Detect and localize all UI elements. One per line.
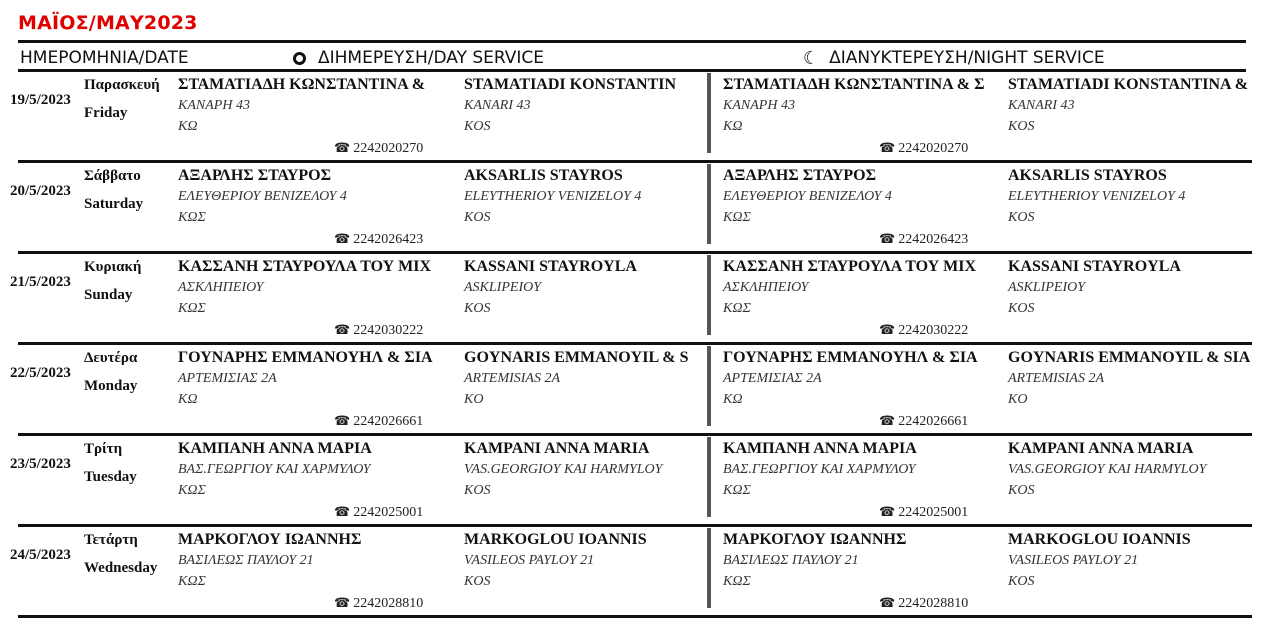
day-pharmacy-city-greek: ΚΩ xyxy=(178,119,198,134)
day-pharmacy-address-greek: ΕΛΕΥΘΕΡΙΟΥ ΒΕΝΙΖΕΛΟΥ 4 xyxy=(178,189,347,204)
night-pharmacy-address-english: ASKLIPEIOY xyxy=(1008,280,1085,295)
day-pharmacy-name-greek: ΚΑΜΠΑΝΗ ΑΝΝΑ ΜΑΡΙΑ xyxy=(178,440,372,457)
weekday-greek: Δευτέρα xyxy=(84,350,138,366)
night-pharmacy-city-english: KOS xyxy=(1008,210,1035,225)
header-day-service xyxy=(293,46,544,70)
night-pharmacy-address-greek: ΒΑΣ.ΓΕΩΡΓΙΟΥ ΚΑΙ ΧΑΡΜΥΛΟΥ xyxy=(723,462,916,477)
row-separator xyxy=(18,615,1252,618)
night-pharmacy-city-english: KOS xyxy=(1008,574,1035,589)
night-phone-number: 2242028810 xyxy=(898,596,969,611)
day-pharmacy-phone xyxy=(334,504,423,521)
service-divider xyxy=(707,164,711,244)
table-row xyxy=(0,527,1278,618)
day-pharmacy-address-english: KANARI 43 xyxy=(464,98,531,113)
night-pharmacy-city-greek: ΚΩ xyxy=(723,392,743,407)
header-date-label: ΗΜΕΡΟΜΗΝΙΑ/DATE xyxy=(20,48,189,68)
day-pharmacy-name-greek: ΣΤΑΜΑΤΙΑΔΗ ΚΩΝΣΤΑΝΤΙΝΑ & xyxy=(178,76,426,93)
row-date: 19/5/2023 xyxy=(10,92,71,108)
night-pharmacy-name-english: KAMPANI ANNA MARIA xyxy=(1008,440,1194,457)
phone-icon: ☎ xyxy=(334,322,351,337)
weekday-greek: Κυριακή xyxy=(84,259,142,275)
phone-icon: ☎ xyxy=(334,504,351,519)
day-pharmacy-city-greek: ΚΩ xyxy=(178,392,198,407)
service-divider xyxy=(707,437,711,517)
night-pharmacy-city-english: KO xyxy=(1008,392,1028,407)
night-pharmacy-name-english: STAMATIADI KONSTANTINA & xyxy=(1008,76,1249,93)
day-pharmacy-city-english: KOS xyxy=(464,301,491,316)
weekday-greek: Παρασκευή xyxy=(84,77,160,93)
night-pharmacy-phone xyxy=(879,595,968,612)
table-row xyxy=(0,436,1278,527)
day-pharmacy-name-english: KASSANI STAYROYLA xyxy=(464,258,637,275)
night-pharmacy-phone xyxy=(879,322,968,339)
day-pharmacy-phone xyxy=(334,140,423,157)
day-pharmacy-city-greek: ΚΩΣ xyxy=(178,574,206,589)
night-pharmacy-name-greek: ΜΑΡΚΟΓΛΟΥ ΙΩΑΝΝΗΣ xyxy=(723,531,907,548)
service-divider xyxy=(707,528,711,608)
service-divider xyxy=(707,73,711,153)
day-pharmacy-name-english: KAMPANI ANNA MARIA xyxy=(464,440,650,457)
night-pharmacy-name-english: AKSARLIS STAYROS xyxy=(1008,167,1167,184)
day-pharmacy-address-english: VAS.GEORGIOY KAI HARMYLOY xyxy=(464,462,663,477)
weekday-english: Saturday xyxy=(84,196,144,212)
table-row xyxy=(0,72,1278,163)
day-phone-number: 2242030222 xyxy=(353,323,424,338)
phone-icon: ☎ xyxy=(879,504,896,519)
night-pharmacy-address-greek: ΑΣΚΛΗΠΕΙΟΥ xyxy=(723,280,809,295)
night-pharmacy-address-english: ARTEMISIAS 2A xyxy=(1008,371,1105,386)
night-pharmacy-name-english: KASSANI STAYROYLA xyxy=(1008,258,1181,275)
day-pharmacy-city-greek: ΚΩΣ xyxy=(178,483,206,498)
header-top-rule xyxy=(18,40,1246,43)
day-pharmacy-name-english: MARKOGLOU IOANNIS xyxy=(464,531,647,548)
night-pharmacy-address-english: ELEYTHERIOY VENIZELOY 4 xyxy=(1008,189,1186,204)
weekday-english: Monday xyxy=(84,378,138,394)
day-pharmacy-city-english: KOS xyxy=(464,574,491,589)
night-pharmacy-city-english: KOS xyxy=(1008,483,1035,498)
phone-icon: ☎ xyxy=(334,140,351,155)
day-phone-number: 2242026423 xyxy=(353,232,424,247)
day-pharmacy-name-english: GOYNARIS EMMANOYIL & S xyxy=(464,349,689,366)
day-pharmacy-name-greek: ΚΑΣΣΑΝΗ ΣΤΑΥΡΟΥΛΑ ΤΟΥ ΜΙΧ xyxy=(178,258,432,275)
night-pharmacy-address-english: VASILEOS PAYLOY 21 xyxy=(1008,553,1139,568)
night-pharmacy-address-english: KANARI 43 xyxy=(1008,98,1075,113)
night-pharmacy-city-greek: ΚΩΣ xyxy=(723,210,751,225)
night-pharmacy-city-english: KOS xyxy=(1008,119,1035,134)
day-phone-number: 2242028810 xyxy=(353,596,424,611)
header-day-label: ΔΙΗΜΕΡΕΥΣΗ/DAY SERVICE xyxy=(318,48,545,68)
night-pharmacy-phone xyxy=(879,231,968,248)
row-date: 22/5/2023 xyxy=(10,365,71,381)
day-pharmacy-city-english: KOS xyxy=(464,119,491,134)
night-pharmacy-city-greek: ΚΩ xyxy=(723,119,743,134)
day-pharmacy-name-greek: ΑΞΑΡΛΗΣ ΣΤΑΥΡΟΣ xyxy=(178,167,332,184)
weekday-greek: Τετάρτη xyxy=(84,532,138,548)
day-pharmacy-address-english: ARTEMISIAS 2A xyxy=(464,371,561,386)
moon-icon: ☾ xyxy=(803,47,820,69)
row-date: 23/5/2023 xyxy=(10,456,71,472)
night-pharmacy-name-english: MARKOGLOU IOANNIS xyxy=(1008,531,1191,548)
phone-icon: ☎ xyxy=(879,413,896,428)
night-pharmacy-address-english: VAS.GEORGIOY KAI HARMYLOY xyxy=(1008,462,1207,477)
table-row xyxy=(0,163,1278,254)
day-pharmacy-city-greek: ΚΩΣ xyxy=(178,301,206,316)
day-pharmacy-address-english: ELEYTHERIOY VENIZELOY 4 xyxy=(464,189,642,204)
night-phone-number: 2242020270 xyxy=(898,141,969,156)
weekday-english: Sunday xyxy=(84,287,133,303)
night-phone-number: 2242025001 xyxy=(898,505,969,520)
sun-icon xyxy=(293,52,306,65)
phone-icon: ☎ xyxy=(879,140,896,155)
day-pharmacy-address-greek: ΚΑΝΑΡΗ 43 xyxy=(178,98,250,113)
day-pharmacy-name-greek: ΜΑΡΚΟΓΛΟΥ ΙΩΑΝΝΗΣ xyxy=(178,531,362,548)
day-pharmacy-city-greek: ΚΩΣ xyxy=(178,210,206,225)
night-pharmacy-name-greek: ΚΑΣΣΑΝΗ ΣΤΑΥΡΟΥΛΑ ΤΟΥ ΜΙΧ xyxy=(723,258,977,275)
night-pharmacy-phone xyxy=(879,140,968,157)
phone-icon: ☎ xyxy=(879,231,896,246)
night-pharmacy-address-greek: ΑΡΤΕΜΙΣΙΑΣ 2Α xyxy=(723,371,822,386)
weekday-english: Wednesday xyxy=(84,560,158,576)
night-pharmacy-name-greek: ΚΑΜΠΑΝΗ ΑΝΝΑ ΜΑΡΙΑ xyxy=(723,440,917,457)
day-pharmacy-city-english: KOS xyxy=(464,210,491,225)
table-row xyxy=(0,254,1278,345)
night-pharmacy-address-greek: ΚΑΝΑΡΗ 43 xyxy=(723,98,795,113)
day-pharmacy-name-english: AKSARLIS STAYROS xyxy=(464,167,623,184)
day-pharmacy-city-english: KOS xyxy=(464,483,491,498)
night-pharmacy-city-greek: ΚΩΣ xyxy=(723,483,751,498)
day-pharmacy-address-greek: ΒΑΣ.ΓΕΩΡΓΙΟΥ ΚΑΙ ΧΑΡΜΥΛΟΥ xyxy=(178,462,371,477)
night-pharmacy-name-greek: ΣΤΑΜΑΤΙΑΔΗ ΚΩΝΣΤΑΝΤΙΝΑ & Σ xyxy=(723,76,985,93)
night-pharmacy-name-greek: ΓΟΥΝΑΡΗΣ ΕΜΜΑΝΟΥΗΛ & ΣΙΑ xyxy=(723,349,978,366)
day-pharmacy-phone xyxy=(334,322,423,339)
day-pharmacy-address-greek: ΑΣΚΛΗΠΕΙΟΥ xyxy=(178,280,264,295)
day-pharmacy-name-greek: ΓΟΥΝΑΡΗΣ ΕΜΜΑΝΟΥΗΛ & ΣΙΑ xyxy=(178,349,433,366)
night-pharmacy-address-greek: ΕΛΕΥΘΕΡΙΟΥ ΒΕΝΙΖΕΛΟΥ 4 xyxy=(723,189,892,204)
service-divider xyxy=(707,255,711,335)
day-phone-number: 2242025001 xyxy=(353,505,424,520)
day-pharmacy-phone xyxy=(334,595,423,612)
night-pharmacy-phone xyxy=(879,504,968,521)
weekday-english: Tuesday xyxy=(84,469,137,485)
day-pharmacy-city-english: KO xyxy=(464,392,484,407)
phone-icon: ☎ xyxy=(879,322,896,337)
day-pharmacy-name-english: STAMATIADI KONSTANTIN xyxy=(464,76,677,93)
night-pharmacy-city-greek: ΚΩΣ xyxy=(723,574,751,589)
night-pharmacy-city-english: KOS xyxy=(1008,301,1035,316)
night-pharmacy-phone xyxy=(879,413,968,430)
day-pharmacy-address-english: ASKLIPEIOY xyxy=(464,280,541,295)
phone-icon: ☎ xyxy=(334,413,351,428)
phone-icon: ☎ xyxy=(334,595,351,610)
phone-icon: ☎ xyxy=(334,231,351,246)
phone-icon: ☎ xyxy=(879,595,896,610)
weekday-greek: Σάββατο xyxy=(84,168,141,184)
day-pharmacy-address-greek: ΑΡΤΕΜΙΣΙΑΣ 2Α xyxy=(178,371,277,386)
night-pharmacy-name-greek: ΑΞΑΡΛΗΣ ΣΤΑΥΡΟΣ xyxy=(723,167,877,184)
row-date: 21/5/2023 xyxy=(10,274,71,290)
row-date: 24/5/2023 xyxy=(10,547,71,563)
night-phone-number: 2242026423 xyxy=(898,232,969,247)
day-phone-number: 2242020270 xyxy=(353,141,424,156)
night-pharmacy-address-greek: ΒΑΣΙΛΕΩΣ ΠΑΥΛΟΥ 21 xyxy=(723,553,859,568)
header-night-label: ΔΙΑΝΥΚΤΕΡΕΥΣΗ/NIGHT SERVICE xyxy=(829,48,1105,68)
night-pharmacy-name-english: GOYNARIS EMMANOYIL & SIA xyxy=(1008,349,1251,366)
header-night-service xyxy=(803,46,1105,70)
weekday-greek: Τρίτη xyxy=(84,441,123,457)
service-divider xyxy=(707,346,711,426)
day-pharmacy-address-english: VASILEOS PAYLOY 21 xyxy=(464,553,595,568)
day-pharmacy-address-greek: ΒΑΣΙΛΕΩΣ ΠΑΥΛΟΥ 21 xyxy=(178,553,314,568)
weekday-english: Friday xyxy=(84,105,128,121)
day-pharmacy-phone xyxy=(334,413,423,430)
day-pharmacy-phone xyxy=(334,231,423,248)
row-date: 20/5/2023 xyxy=(10,183,71,199)
night-pharmacy-city-greek: ΚΩΣ xyxy=(723,301,751,316)
table-row xyxy=(0,345,1278,436)
night-phone-number: 2242030222 xyxy=(898,323,969,338)
page-title: ΜΑΪΟΣ/ΜΑΥ2023 xyxy=(18,12,198,34)
night-phone-number: 2242026661 xyxy=(898,414,969,429)
day-phone-number: 2242026661 xyxy=(353,414,424,429)
